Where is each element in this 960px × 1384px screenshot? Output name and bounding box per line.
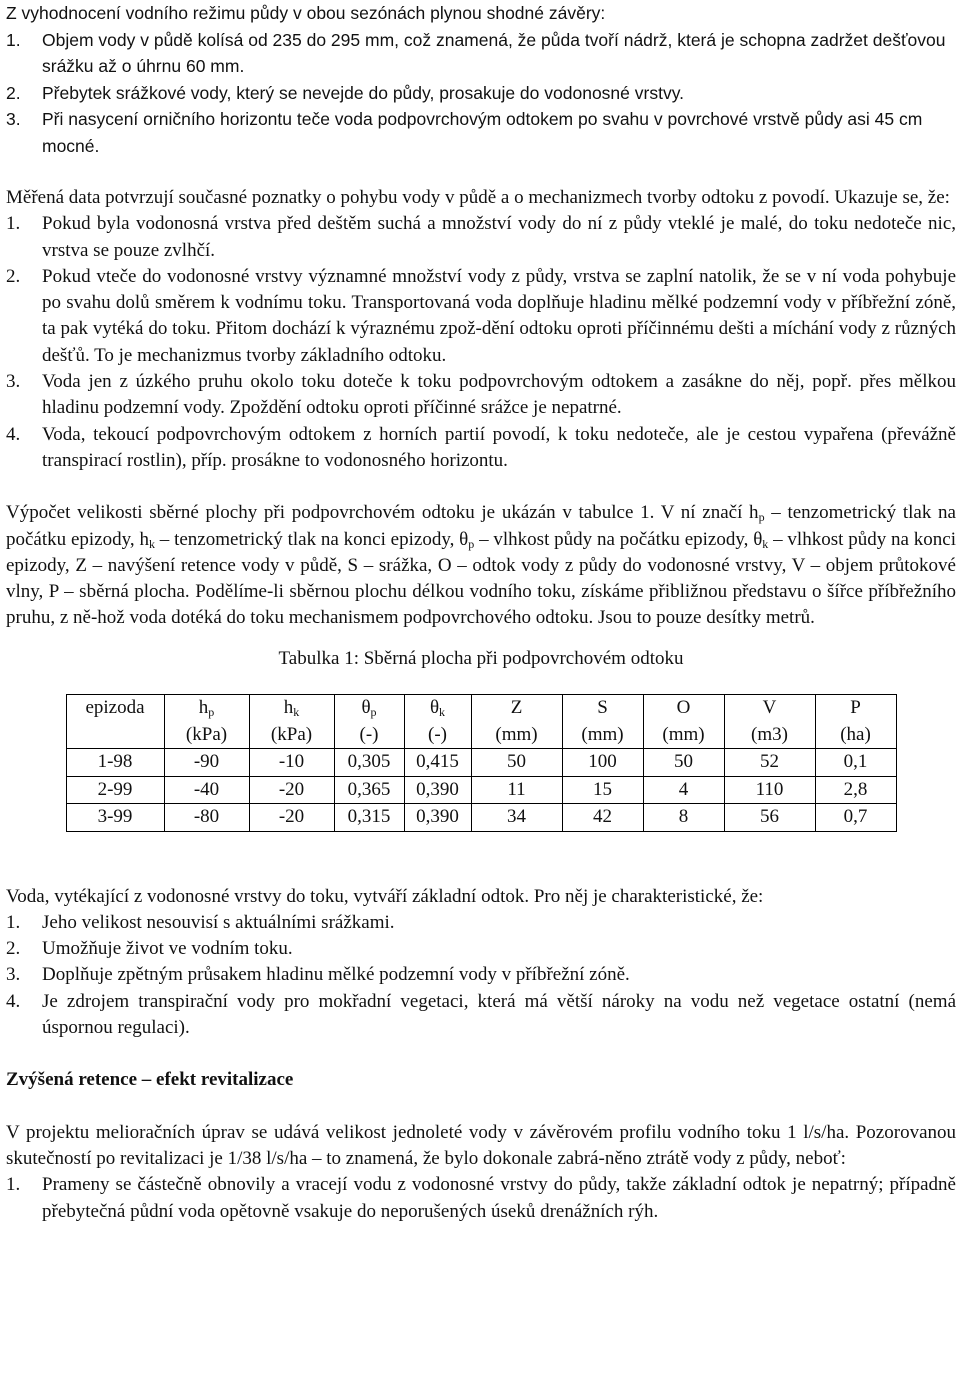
- list-item: [6, 989, 956, 1042]
- table-cell: 100: [562, 749, 643, 777]
- list-number: 1.: [6, 1174, 21, 1196]
- list-text: Objem vody v půdě kolísá od 235 do 295 mm, což znamená, že půda tvoří nádrž, která je schopna zadržet dešťovou srážku až o úhrnu 60 mm.: [42, 29, 946, 76]
- table-row: [66, 804, 896, 832]
- table-cell: 0,415: [404, 749, 471, 777]
- table-cell: 0,315: [334, 804, 404, 832]
- list-number: 2.: [6, 82, 21, 103]
- header-cell: V (m3): [724, 695, 815, 749]
- list-text: Přebytek srážkové vody, který se nevejde do půdy, prosakuje do vodonosné vrstvy.: [42, 82, 685, 103]
- table-cell: 2,8: [815, 776, 896, 804]
- list-text: Prameny se částečně obnovily a vracejí vodu z vodonosné vrstvy do půdy, takže základní odtok je nepatrný; případně přebytečná půdní voda opětovně vsakuje do neporušených úseků drenážních rýh.: [42, 1174, 956, 1222]
- table-row: [66, 749, 896, 777]
- list-text: Při nasycení orničního horizontu teče voda podpovrchovým odtokem po svahu v povrchové vrstvě půdy asi 45 cm mocné.: [42, 109, 923, 156]
- list-item: [6, 106, 956, 159]
- list-item: [6, 80, 956, 107]
- table-cell: 52: [724, 749, 815, 777]
- table-cell: -90: [164, 749, 249, 777]
- header-cell: O (mm): [643, 695, 724, 749]
- list-text: Pokud vteče do vodonosné vrstvy významné množství vody z půdy, vrstva se zaplní natolik, že se v ní voda pohybuje po svahu dolů směrem k vodnímu toku. Transportovaná voda doplňuje hladinu mělké podzemní vody v příbřežní zóně, ta pak vytéká do toku. Přitom dochází k výraznému zpož-dění odtoku oproti příčinnému dešti a míchání vody z různých dešťů. To je mechanizmus tvorby základního odtoku.: [42, 265, 956, 366]
- list-number: 4.: [6, 990, 21, 1012]
- list-item: [6, 27, 956, 80]
- list-text: Voda jen z úzkého pruhu okolo toku doteče k toku podpovrchovým odtokem a zasákne do něj, popř. přes mělkou hladinu podzemní vody. Zpoždění odtoku oproti příčinné srážce je nepatrné.: [42, 371, 956, 419]
- table-cell: 0,365: [334, 776, 404, 804]
- list-item: [6, 910, 956, 936]
- measured-section: [6, 185, 956, 474]
- list-text: Voda, tekoucí podpovrchovým odtokem z horních partií povodí, k toku nedoteče, ale je cestou vypařena (převážně transpirací rostlin), příp. prosákne to vodonosného horizontu.: [42, 423, 956, 471]
- table-cell: 1-98: [66, 749, 164, 777]
- list-number: 1.: [6, 29, 21, 50]
- baseflow-lead: Voda, vytékající z vodonosné vrstvy do toku, vytváří základní odtok. Pro něj je charakteristické, že:: [6, 885, 764, 907]
- list-number: 3.: [6, 964, 21, 986]
- table-header-row: [66, 695, 896, 749]
- measured-lead: Měřená data potvrzují současné poznatky o pohybu vody v půdě a o mechanizmech tvorby odtoku z povodí. Ukazuje se, že:: [6, 187, 950, 208]
- header-cell: $\theta_p$ (-): [334, 695, 404, 749]
- intro-section: [6, 0, 956, 159]
- list-number: 2.: [6, 265, 21, 287]
- list-item: [6, 936, 956, 962]
- table-cell: -10: [249, 749, 334, 777]
- list-number: 1.: [6, 911, 21, 933]
- list-text: Umožňuje život ve vodním toku.: [42, 938, 293, 960]
- list-item: [6, 1172, 956, 1225]
- list-number: 2.: [6, 938, 21, 960]
- list-number: 3.: [6, 109, 21, 129]
- header-cell: S (mm): [562, 695, 643, 749]
- table-cell: 4: [643, 776, 724, 804]
- table-cell: 50: [643, 749, 724, 777]
- document-page: [6, 0, 956, 1225]
- list-text: Doplňuje zpětným průsakem hladinu mělké podzemní vody v příbřežní zóně.: [42, 964, 630, 986]
- table-cell: 0,305: [334, 749, 404, 777]
- header-cell: Z (mm): [471, 695, 562, 749]
- table-cell: 2-99: [66, 776, 164, 804]
- table-cell: 110: [724, 776, 815, 804]
- table-cell: 11: [471, 776, 562, 804]
- list-item: [6, 211, 956, 264]
- table-cell: 56: [724, 804, 815, 832]
- header-cell: epizoda: [66, 695, 164, 749]
- calc-section: [6, 500, 956, 672]
- table-cell: -20: [249, 804, 334, 832]
- table-cell: 0,7: [815, 804, 896, 832]
- table-cell: -40: [164, 776, 249, 804]
- calc-paragraph: Výpočet velikosti sběrné plochy při podpovrchovém odtoku je ukázán v tabulce 1. V ní značí $h_p$ – tenzometrický tlak na počátku epizody, $h_k$ – tenzometrický tlak na konci epizody, $\theta_p$ – vlhkost půdy na počátku epizody, $\theta_k$ – vlhkost půdy na konci epizody, Z – navýšení retence vody v půdě, S – srážka, O – odtok vody z půdy do vodonosné vrstvy, V – objem průtokové vlny, P – sběrná plocha. Podělíme-li sběrnou plochu délkou vodního toku, získáme přibližnou představu o šířce příbřežního pruhu, z ně-hož voda dotéká do toku mechanismem podpovrchového odtoku. Jsou to pouze desítky metrů.: [6, 502, 956, 629]
- header-cell: P (ha): [815, 695, 896, 749]
- table-cell: 42: [562, 804, 643, 832]
- table-cell: 3-99: [66, 804, 164, 832]
- retention-lead: V projektu melioračních úprav se udává velikost jednoleté vody v závěrovém profilu vodního toku 1 l/s/ha. Pozorovanou skutečností po revitalizaci je 1/38 l/s/ha – to znamená, že bylo dokonale zabrá-něno ztrátě vody z půdy, neboť:: [6, 1121, 956, 1169]
- list-number: 4.: [6, 423, 21, 445]
- list-item: [6, 264, 956, 369]
- table-row: [66, 776, 896, 804]
- retention-section: [6, 1067, 956, 1224]
- data-table: [66, 694, 897, 832]
- list-item: [6, 962, 956, 988]
- table-cell: -20: [249, 776, 334, 804]
- table-cell: 34: [471, 804, 562, 832]
- section-heading: Zvýšená retence – efekt revitalizace: [6, 1069, 294, 1091]
- header-cell: $h_p$ (kPa): [164, 695, 249, 749]
- list-text: Jeho velikost nesouvisí s aktuálními srážkami.: [42, 911, 395, 933]
- list-number: 3.: [6, 371, 21, 393]
- table-caption: Tabulka 1: Sběrná plocha při podpovrchovém odtoku: [278, 647, 684, 669]
- baseflow-section: [6, 884, 956, 1042]
- table-cell: 50: [471, 749, 562, 777]
- table-cell: 0,390: [404, 776, 471, 804]
- list-item: [6, 422, 956, 475]
- header-cell: $h_k$ (kPa): [249, 695, 334, 749]
- intro-lead: Z vyhodnocení vodního režimu půdy v obou sezónách plynou shodné závěry:: [6, 3, 606, 23]
- header-cell: $\theta_k$ (-): [404, 695, 471, 749]
- list-item: [6, 369, 956, 422]
- list-number: 1.: [6, 213, 21, 235]
- list-text: Je zdrojem transpirační vody pro mokřadní vegetaci, která má větší nároky na vodu než vegetace ostatní (nemá úspornou regulaci).: [42, 990, 956, 1039]
- table-cell: 15: [562, 776, 643, 804]
- list-text: Pokud byla vodonosná vrstva před deštěm suchá a množství vody do ní z půdy vteklé je malé, do toku nedoteče nic, vrstva se pouze zvlhčí.: [42, 213, 956, 261]
- table-cell: -80: [164, 804, 249, 832]
- table-cell: 8: [643, 804, 724, 832]
- table-cell: 0,1: [815, 749, 896, 777]
- table-cell: 0,390: [404, 804, 471, 832]
